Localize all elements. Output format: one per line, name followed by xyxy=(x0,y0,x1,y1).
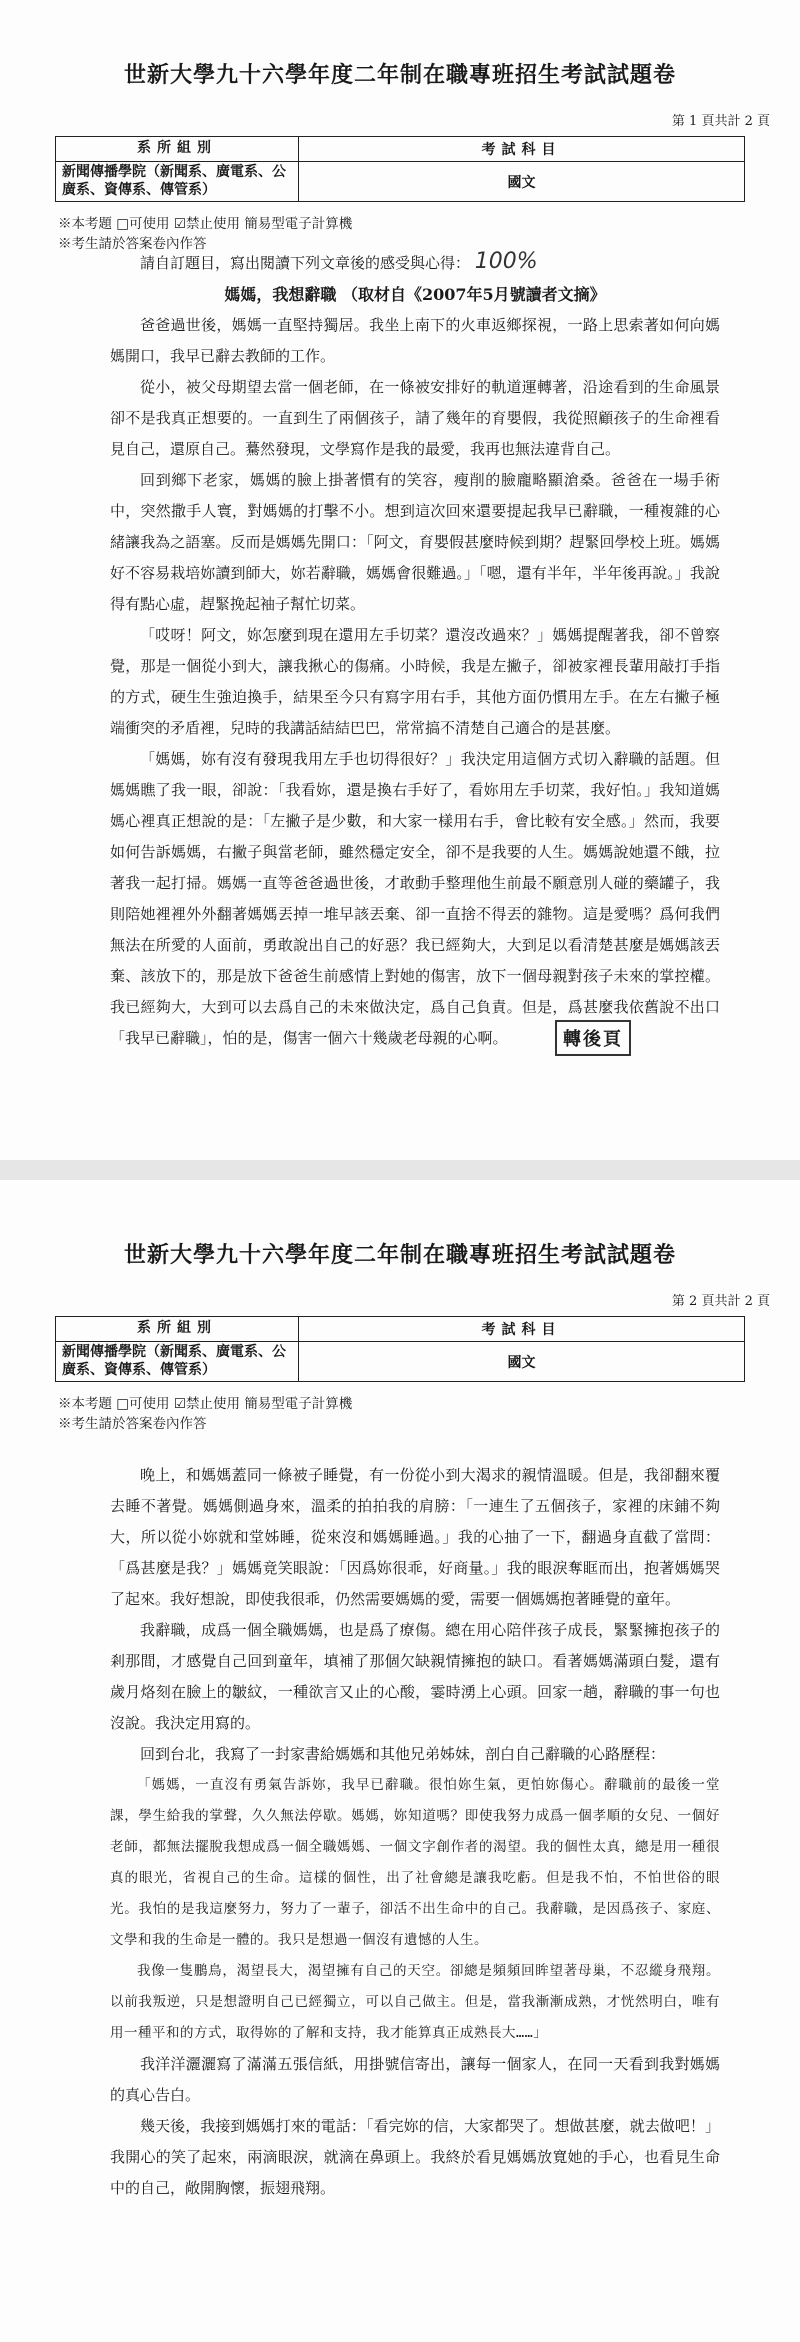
article-title: 媽媽，我想辭職 （取材自《2007年5月號讀者文摘》 xyxy=(224,285,606,304)
exam-header-table xyxy=(55,1316,745,1382)
prompt-text: 請自訂題目，寫出閱讀下列文章後的感受與心得： xyxy=(140,254,471,272)
paragraph: 晚上，和媽媽蓋同一條被子睡覺，有一份從小到大渴求的親情溫暖。但是，我卻翻來覆去睡不著覺。媽媽側過身來，溫柔的拍拍我的肩膀：「一連生了五個孩子，家裡的床鋪不夠大，所以從小妳就和堂姊睡，從來沒和媽媽睡過。」我的心抽了一下，翻過身直截了當問：「爲甚麼是我？」媽媽竟笑眼說：「因爲妳很乖，好商量。」我的眼淚奪眶而出，抱著媽媽哭了起來。我好想說，即使我很乖，仍然需要媽媽的愛，需要一個媽媽抱著睡覺的童年。 xyxy=(110,1466,720,1608)
paragraph: 幾天後，我接到媽媽打來的電話：「看完妳的信，大家都哭了。想做甚麼，就去做吧！」我開心的笑了起來，兩滴眼淚，就滴在鼻頭上。我終於看見媽媽放寬她的手心，也看見生命中的自己，敞開胸懷，振翅飛翔。 xyxy=(110,2117,720,2197)
prompt xyxy=(110,246,720,279)
dept-value: 新聞傳播學院（新聞系、廣電系、公廣系、資傳系、傳管系） xyxy=(56,1342,299,1382)
handwritten-score: 100% xyxy=(474,249,538,274)
dept-value: 新聞傳播學院（新聞系、廣電系、公廣系、資傳系、傳管系） xyxy=(56,162,299,202)
exam-header-table xyxy=(55,136,745,202)
subject-label: 考試科目 xyxy=(299,1317,745,1342)
dept-label: 系所組別 xyxy=(56,137,299,162)
exam-page-2 xyxy=(0,1180,800,2342)
page-number: 第 2 頁共計 2 頁 xyxy=(671,1294,770,1309)
subject-value: 國文 xyxy=(299,162,745,202)
paragraph: 「媽媽，妳有沒有發現我用左手也切得很好？」我決定用這個方式切入辭職的話題。但媽媽瞧了我一眼，卻說：「我看妳，還是換右手好了，看妳用左手切菜，我好怕。」我知道媽媽心裡真正想說的是：「左撇子是少數，和大家一樣用右手，會比較有安全感。」然而，我要如何告訴媽媽，右撇子與當老師，雖然穩定安全，卻不是我要的人生。媽媽說她還不餓，拉著我一起打掃。媽媽一直等爸爸過世後，才敢動手整理他生前最不願意別人碰的藥罐子，我則陪她裡裡外外翻著媽媽丟掉一堆早該丟棄、卻一直捨不得丟的雜物。這是愛嗎？爲何我們無法在所愛的人面前，勇敢說出自己的好惡？我已經夠大，大到足以看清楚甚麼是媽媽該丟棄、該放下的，那是放下爸爸生前感情上對她的傷害，放下一個母親對孩子未來的掌控權。我已經夠大，大到可以去爲自己的未來做決定，爲自己負責。但是，爲甚麼我依舊說不出口「我早已辭職」，怕的是，傷害一個六十幾歲老母親的心啊。 xyxy=(110,750,720,1047)
dept-label: 系所組別 xyxy=(56,1317,299,1342)
subject-value: 國文 xyxy=(299,1342,745,1382)
quote-paragraph: 「媽媽，一直沒有勇氣告訴妳，我早已辭職。很怕妳生氣，更怕妳傷心。辭職前的最後一堂課，學生給我的掌聲，久久無法停歇。媽媽，妳知道嗎？即使我努力成爲一個孝順的女兒、一個好老師，都無法擺脫我想成爲一個全職媽媽、一個文字創作者的渴望。我的個性太真，總是用一種很真的眼光，省視自己的生命。這樣的個性，出了社會總是讓我吃虧。但是我不怕，不怕世俗的眼光。我怕的是我這麼努力，努力了一輩子，卻活不出生命中的自己。我辭職，是因爲孩子、家庭、文學和我的生命是一體的。我只是想過一個沒有遺憾的人生。 xyxy=(110,1777,720,1948)
paragraph: 「哎呀！阿文，妳怎麼到現在還用左手切菜？還沒改過來？」媽媽提醒著我，卻不曾察覺，那是一個從小到大，讓我揪心的傷痛。小時候，我是左撇子，卻被家裡長輩用敲打手指的方式，硬生生強迫換手，結果至今只有寫字用右手，其他方面仍慣用左手。在左右撇子極端衝突的矛盾裡，兒時的我講話結結巴巴，常常搞不清楚自己適合的是甚麼。 xyxy=(110,626,720,737)
page-number: 第 1 頁共計 2 頁 xyxy=(671,114,770,129)
paragraph: 我辭職，成爲一個全職媽媽，也是爲了療傷。總在用心陪伴孩子成長，緊緊擁抱孩子的剎那間，才感覺自己回到童年，填補了那個欠缺親情擁抱的缺口。看著媽媽滿頭白髮，還有歲月烙刻在臉上的皺紋，一種欲言又止的心酸，霎時湧上心頭。回家一趟，辭職的事一句也沒說。我決定用寫的。 xyxy=(110,1621,720,1732)
paragraph: 爸爸過世後，媽媽一直堅持獨居。我坐上南下的火車返鄉探視，一路上思索著如何向媽媽開口，我早已辭去教師的工作。 xyxy=(110,316,720,365)
article-body xyxy=(110,246,720,1054)
letter-quote xyxy=(110,1770,720,2049)
article-body xyxy=(110,1460,720,2204)
paragraph: 我洋洋灑灑寫了滿滿五張信紙，用掛號信寄出，讓每一個家人，在同一天看到我對媽媽的真心告白。 xyxy=(110,2055,720,2104)
exam-page-1 xyxy=(0,0,800,1160)
paragraph: 回到台北，我寫了一封家書給媽媽和其他兄弟姊妹，剖白自己辭職的心路歷程： xyxy=(140,1745,666,1763)
calculator-note: ※本考題 □可使用 ☑禁止使用 簡易型電子計算機 xyxy=(58,1396,353,1412)
continue-stamp: 轉後頁 xyxy=(555,1020,631,1056)
exam-title: 世新大學九十六學年度二年制在職專班招生考試試題卷 xyxy=(123,1242,676,1268)
answer-sheet-note: ※考生請於答案卷內作答 xyxy=(58,1416,207,1432)
paragraph: 回到鄉下老家，媽媽的臉上掛著慣有的笑容，瘦削的臉龐略顯滄桑。爸爸在一場手術中，突然撒手人寰，對媽媽的打擊不小。想到這次回來還要提起我早已辭職，一種複雜的心緒讓我為之語塞。反而是媽媽先開口：「阿文，育嬰假甚麼時候到期？趕緊回學校上班。媽媽好不容易栽培妳讀到師大，妳若辭職，媽媽會很難過。」「嗯，還有半年，半年後再說。」我說得有點心虛，趕緊挽起袖子幫忙切菜。 xyxy=(110,471,720,613)
calculator-note: ※本考題 □可使用 ☑禁止使用 簡易型電子計算機 xyxy=(58,216,353,232)
answer-sheet-note: ※考生請於答案卷內作答 xyxy=(58,236,207,252)
subject-label: 考試科目 xyxy=(299,137,745,162)
paragraph: 從小，被父母期望去當一個老師，在一條被安排好的軌道運轉著，沿途看到的生命風景卻不是我真正想要的。一直到生了兩個孩子，請了幾年的育嬰假，我從照顧孩子的生命裡看見自己，還原自己。驀然發現，文學寫作是我的最愛，我再也無法違背自己。 xyxy=(110,378,720,458)
exam-title: 世新大學九十六學年度二年制在職專班招生考試試題卷 xyxy=(123,62,676,88)
page-separator xyxy=(0,1160,800,1180)
quote-paragraph: 我像一隻鵬鳥，渴望長大，渴望擁有自己的天空。卻總是頻頻回眸望著母巢，不忍縱身飛翔。以前我叛逆，只是想證明自己已經獨立，可以自己做主。但是，當我漸漸成熟，才恍然明白，唯有用一種平和的方式，取得妳的了解和支持，我才能算真正成熟長大……」 xyxy=(110,1963,720,2041)
